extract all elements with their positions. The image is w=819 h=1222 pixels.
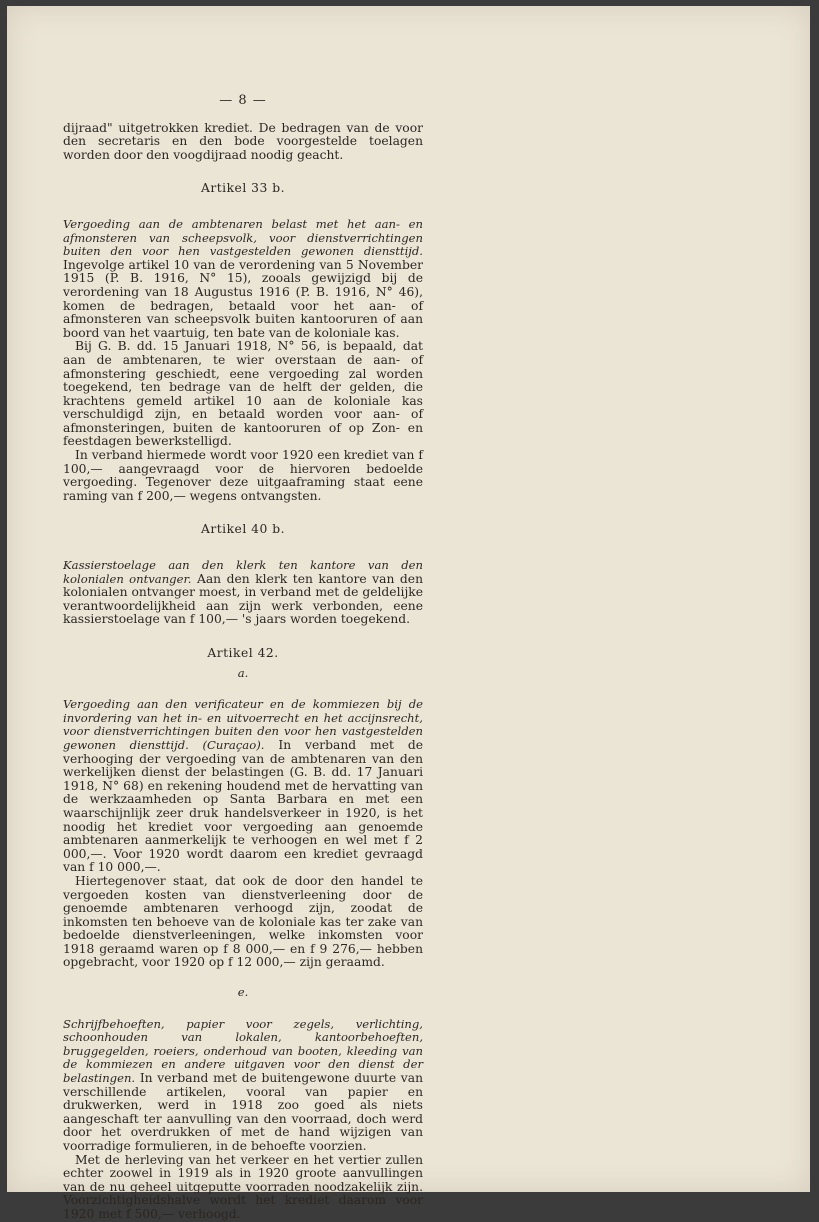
article-42e-paragraph-2: Met de herleving van het verkeer en het vertier zullen echter zoowel in 1919 als in 1920 groote aanvullingen van de nu geheel uitgeputte voorraden noodzakelijk zijn. Voorzichtigheidshalve wordt het krediet daarom voor 1920 met f 500,— verhoogd.: [63, 1152, 423, 1221]
article-40b-italic-title: Kassierstoelage aan den klerk ten kantore van den kolonialen ontvanger.: [63, 558, 423, 586]
document-page: [7, 6, 810, 1221]
page-number: — 8 —: [219, 93, 267, 108]
page-text: [63, 94, 423, 1222]
article-42-sub-a: a.: [237, 665, 249, 680]
article-42e-italic-title: Schrijfbehoeften, papier voor zegels, verlichting, schoonhouden van lokalen, kantoorbehoeften, bruggegelden, roeiers, onderhoud van booten, kleeding van de kommiezen en andere uitgaven voor den dienst der belastingen.: [63, 1016, 423, 1086]
article-33b-paragraph-2: Bij G. B. dd. 15 Januari 1918, N° 56, is bepaald, dat aan de ambtenaren, te wier overstaan de aan- of afmonstering geschiedt, eene vergoeding zal worden toegekend, ten bedrage van de helft der gelden, die krachtens gemeld artikel 10 aan de koloniale kas verschuldigd zijn, en betaald worden voor aan- of afmonsteringen, buiten de kantooruren of op Zon- en feestdagen bewerkstelligd.: [63, 339, 423, 449]
article-33b-paragraph-1: Vergoeding aan de ambtenaren belast met het aan- en afmonsteren van scheepsvolk, voor dienstverrichtingen buiten den voor hen vastgestelden gewonen diensttijd. Ingevolge artikel 10 van de verordening van 5 November 1915 (P. B. 1916, N° 15), zooals gewijzigd bij de verordening van 18 Augustus 1916 (P. B. 1916, N° 46), komen de bedragen, betaald voor het aan- of afmonsteren van scheepsvolk buiten kantooruren of aan boord van het vaartuig, ten bate van de koloniale kas.: [63, 216, 423, 340]
intro-paragraph: dijraad" uitgetrokken krediet. De bedragen van de voor den secretaris en den bode voorgestelde toelagen worden door den voogdijraad noodig geacht.: [63, 120, 423, 162]
article-42a-paragraph-1: Vergoeding aan den verificateur en de kommiezen bij de invordering van het in- en uitvoerrecht en het accijnsrecht, voor dienstverrichtingen buiten den voor hen vastgestelden gewonen diensttijd. (Curaçao). In verband met de verhooging der vergoeding van de ambtenaren van den werkelijken dienst der belastingen (G. B. dd. 17 Januari 1918, N° 68) en rekening houdend met de hervatting van de werkzaamheden op Santa Barbara en met een waarschijnlijk zeer druk handelsverkeer in 1920, is het noodig het krediet voor vergoeding aan genoemde ambtenaren aanmerkelijk te verhoogen en wel met f 2 000,—. Voor 1920 wordt daarom een krediet gevraagd van f 10 000,—.: [63, 697, 423, 875]
article-33b-heading: Artikel 33 b.: [200, 181, 286, 196]
article-42-heading: Artikel 42.: [207, 646, 279, 660]
article-33b-paragraph-3: In verband hiermede wordt voor 1920 een krediet van f 100,— aangevraagd voor de hiervoren bedoelde vergoeding. Tegenover deze uitgaaframing staat eene raming van f 200,— wegens ontvangsten.: [63, 448, 423, 503]
article-42-sub-e: e.: [237, 985, 249, 1000]
article-40b-paragraph-1: Kassierstoelage aan den klerk ten kantore van den kolonialen ontvanger. Aan den klerk ten kantore van den kolonialen ontvanger moest, in verband met de geldelijke verantwoordelijkheid aan zijn werk verbonden, eene kassierstoelage van f 100,— 's jaars worden toegekend.: [63, 558, 423, 627]
article-40b-heading: Artikel 40 b.: [200, 522, 286, 537]
article-42a-paragraph-2: Hiertegenover staat, dat ook de door den handel te vergoeden kosten van dienstverleening door de genoemde ambtenaren verhoogd zijn, zoodat de inkomsten ten behoeve van de koloniale kas ter zake van bedoelde dienstverleeningen, welke inkomsten voor 1918 geraamd waren op f 8 000,— en f 9 276,— hebben opgebracht, voor 1920 op f 12 000,— zijn geraamd.: [63, 873, 423, 970]
article-33b-italic-title: Vergoeding aan de ambtenaren belast met het aan- en afmonsteren van scheepsvolk, voor dienstverrichtingen buiten den voor hen vastgestelden gewonen diensttijd.: [63, 216, 423, 259]
article-42a-italic-title: Vergoeding aan den verificateur en de kommiezen bij de invordering van het in- en uitvoerrecht en het accijnsrecht, voor dienstverrichtingen buiten den voor hen vastgestelden gewonen diensttijd. (Curaçao).: [63, 697, 423, 752]
article-42e-paragraph-1: Schrijfbehoeften, papier voor zegels, verlichting, schoonhouden van lokalen, kantoorbehoeften, bruggegelden, roeiers, onderhoud van booten, kleeding van de kommiezen en andere uitgaven voor den dienst der belastingen. In verband met de buitengewone duurte van verschillende artikelen, vooral van papier en drukwerken, werd in 1918 zoo goed als niets aangeschaft ter aanvulling van den voorraad, doch werd door het overdrukken of met de hand wijzigen van voorradige formulieren, in de behoefte voorzien.: [63, 1016, 423, 1153]
